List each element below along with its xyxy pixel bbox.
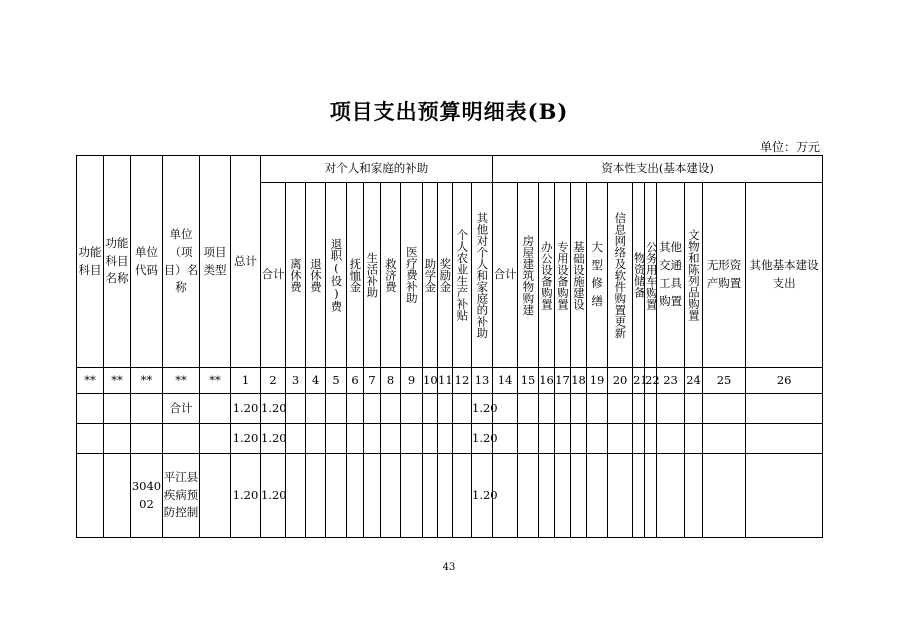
col-func-subject: 功能科目 (77, 156, 104, 368)
col-c1: 房屋建筑物购建 (518, 183, 539, 368)
col-c6: 信息网络及软件购置更新 (608, 183, 633, 368)
row-p-total-cell: 1.20 (261, 394, 286, 424)
unit-label: 单位：万元 (759, 140, 820, 154)
col-func-subject-name: 功能科目名称 (104, 156, 131, 368)
row-p-total-cell: 1.20 (261, 454, 286, 538)
col-p5: 生活补助 (364, 183, 381, 368)
row-p11-cell: 1.20 (472, 424, 493, 454)
col-p4: 抚恤金 (347, 183, 364, 368)
col-project-type: 项目类型 (200, 156, 231, 368)
col-c9: 其他交通工具购置 (657, 183, 685, 368)
col-p6: 救济费 (381, 183, 401, 368)
col-p9: 奖励金 (438, 183, 453, 368)
col-p11: 其他对个人和家庭的补助 (472, 183, 493, 368)
col-total: 总计 (231, 156, 261, 368)
col-c10: 文物和陈列品购置 (685, 183, 703, 368)
col-c12: 其他基本建设支出 (746, 183, 823, 368)
col-unit-project-name: 单位（项目）名称 (163, 156, 200, 368)
col-c8: 公务用车购置 (645, 183, 657, 368)
col-c7: 物资储备 (633, 183, 645, 368)
page-title: 项目支出预算明细表(B) (329, 99, 569, 124)
row-name-cell (163, 424, 200, 454)
col-p10: 个人农业生产补贴 (453, 183, 472, 368)
table-row (77, 454, 823, 538)
row-total-cell: 1.20 (231, 454, 261, 538)
row-p-total-cell: 1.20 (261, 424, 286, 454)
row-name-cell: 合计 (163, 394, 200, 424)
col-p7: 医疗费补助 (401, 183, 423, 368)
group-capital-expenditure: 资本性支出(基本建设) (493, 156, 823, 183)
row-p11-cell: 1.20 (472, 394, 493, 424)
col-c3: 专用设备购置 (555, 183, 571, 368)
col-p1: 离休费 (286, 183, 306, 368)
col-p3: 退职(役)费 (326, 183, 347, 368)
table-row (77, 394, 823, 424)
col-c2: 办公设备购置 (539, 183, 555, 368)
index-row: ** ** ** ** ** 1 2 3 4 5 6 7 8 9 10 11 12 13 14 15 16 17 18 19 20 21 22 23 24 25 26 (77, 368, 823, 394)
row-p11-cell: 1.20 (472, 454, 493, 538)
header-group-row (77, 156, 823, 183)
col-c4: 基础设施建设 (571, 183, 587, 368)
row-total-cell: 1.20 (231, 424, 261, 454)
budget-table (76, 155, 823, 538)
row-unit-code-cell: 304002 (131, 454, 163, 538)
col-unit-code: 单位代码 (131, 156, 163, 368)
page-number: 43 (442, 562, 456, 573)
row-name-cell: 平江县疾病预防控制 (163, 454, 200, 538)
col-c11: 无形资产购置 (703, 183, 746, 368)
col-p8: 助学金 (423, 183, 438, 368)
col-c-total: 合计 (493, 183, 518, 368)
col-c5: 大型修缮 (587, 183, 608, 368)
col-p2: 退休费 (306, 183, 326, 368)
table-row (77, 424, 823, 454)
group-personal-subsidy: 对个人和家庭的补助 (261, 156, 493, 183)
col-p-total: 合计 (261, 183, 286, 368)
row-total-cell: 1.20 (231, 394, 261, 424)
